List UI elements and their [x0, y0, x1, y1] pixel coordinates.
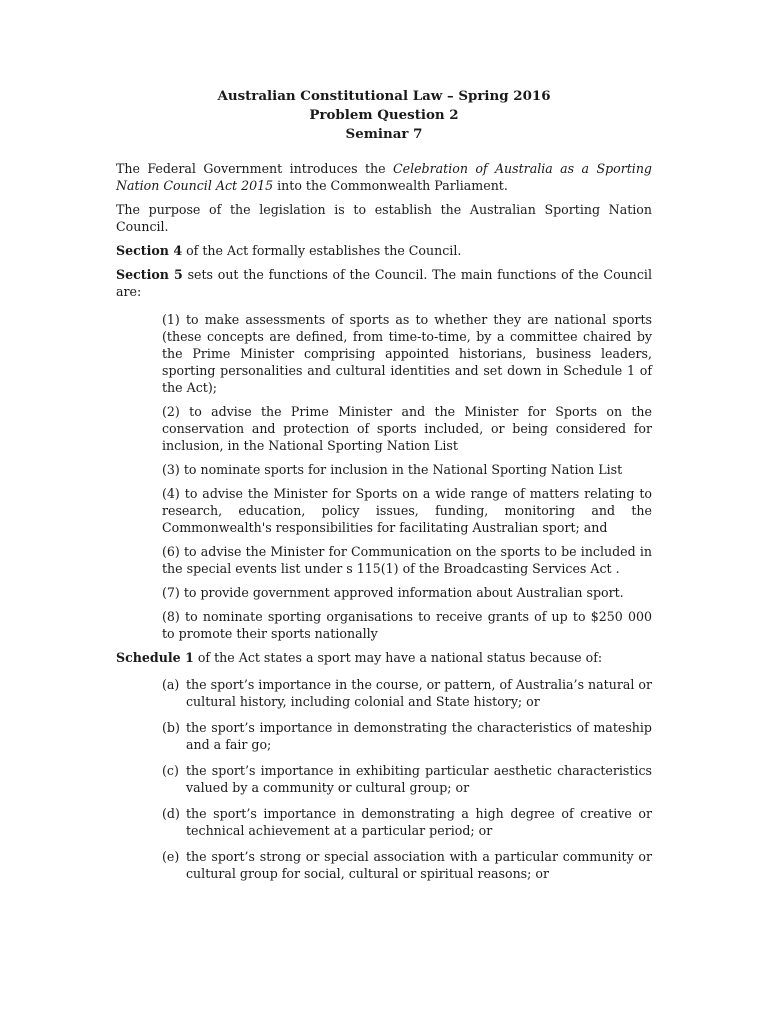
intro-paragraph [116, 160, 652, 194]
schedule-1-label: Schedule 1 [116, 650, 194, 665]
schedule-item-text: the sport’s importance in demonstrating a high degree of creative or technical achievement at a particular period; or [186, 806, 652, 838]
schedule-item-label: (c) [162, 763, 179, 778]
schedule-item [162, 805, 652, 839]
functions-list [162, 311, 652, 642]
header-seminar: Seminar 7 [345, 126, 423, 142]
function-item: (8) to nominate sporting organisations to receive grants of up to $250 000 to promote their sports nationally [162, 609, 652, 641]
section-5-text: sets out the functions of the Council. The main functions of the Council are: [116, 267, 652, 299]
schedule-item-text: the sport’s importance in the course, or pattern, of Australia’s natural or cultural history, including colonial and State history; or [186, 677, 652, 709]
header-course-title: Australian Constitutional Law – Spring 2016 [217, 88, 551, 104]
act-title: Celebration of Australia as a Sporting Nation Council Act 2015 [116, 161, 652, 193]
schedule-item-label: (a) [162, 677, 180, 692]
section-4-paragraph [116, 242, 652, 259]
schedule-item-text: the sport’s importance in exhibiting particular aesthetic characteristics valued by a community or cultural group; or [186, 763, 652, 795]
function-item: (4) to advise the Minister for Sports on a wide range of matters relating to research, education, policy issues, funding, monitoring and the Commonwealth's responsibilities for facilitating Australian sport; and [162, 486, 652, 535]
schedule-item [162, 848, 652, 882]
header-problem-question: Problem Question 2 [309, 107, 459, 123]
document-page [116, 87, 652, 891]
schedule-item [162, 676, 652, 710]
schedule-item-label: (d) [162, 806, 180, 821]
function-item: (2) to advise the Prime Minister and the Minister for Sports on the conservation and protection of sports included, or being considered for inclusion, in the National Sporting Nation List [162, 404, 652, 453]
document-header [116, 87, 652, 144]
schedule-item-label: (b) [162, 720, 180, 735]
intro-text-after: into the Commonwealth Parliament. [273, 178, 508, 193]
schedule-1-paragraph [116, 649, 652, 666]
function-item: (6) to advise the Minister for Communication on the sports to be included in the special events list under s 115(1) of the Broadcasting Services Act . [162, 544, 652, 576]
schedule-item [162, 719, 652, 753]
section-4-text: of the Act formally establishes the Council. [182, 243, 462, 258]
intro-text-before: The Federal Government introduces the [116, 161, 393, 176]
function-item: (3) to nominate sports for inclusion in the National Sporting Nation List [162, 462, 623, 477]
schedule-criteria-list [116, 676, 652, 882]
schedule-1-text: of the Act states a sport may have a national status because of: [193, 650, 603, 665]
section-5-label: Section 5 [116, 267, 183, 282]
function-item: (1) to make assessments of sports as to whether they are national sports (these concepts are defined, from time-to-time, by a committee chaired by the Prime Minister comprising appointed historians, business leaders, sporting personalities and cultural identities and set down in Schedule 1 of the Act); [162, 312, 652, 395]
purpose-paragraph: The purpose of the legislation is to establish the Australian Sporting Nation Council. [116, 202, 652, 234]
function-item: (7) to provide government approved information about Australian sport. [162, 585, 624, 600]
schedule-item-text: the sport’s importance in demonstrating the characteristics of mateship and a fair go; [186, 720, 652, 752]
schedule-item-label: (e) [162, 849, 180, 864]
schedule-item-text: the sport’s strong or special association with a particular community or cultural group for social, cultural or spiritual reasons; or [186, 849, 652, 881]
section-5-paragraph [116, 266, 652, 300]
section-4-label: Section 4 [116, 243, 183, 258]
schedule-item [162, 762, 652, 796]
